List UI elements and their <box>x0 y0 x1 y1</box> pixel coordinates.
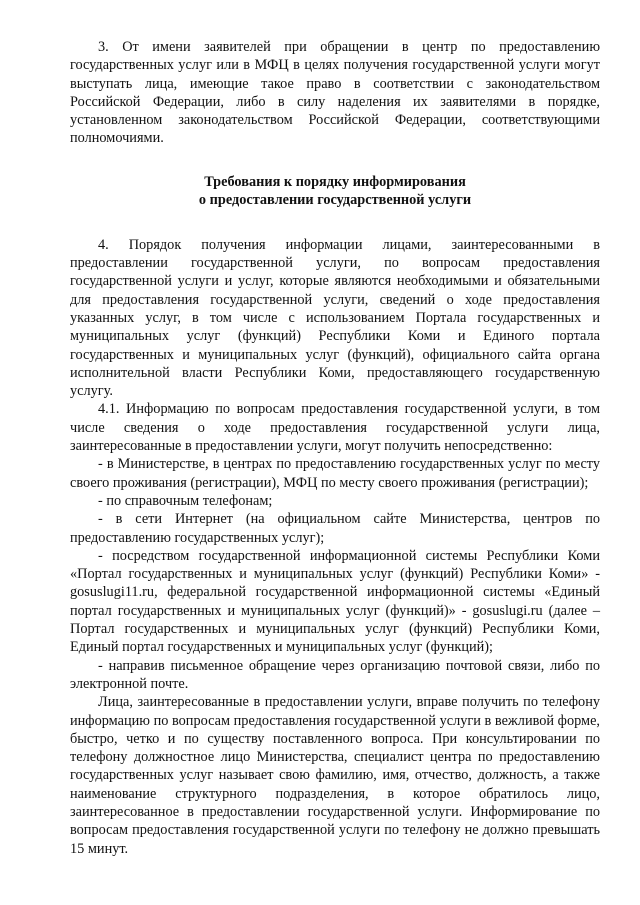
list-item-ministry: - в Министерстве, в центрах по предоставлению государственных услуг по месту своего проживания (регистрации), МФЦ по месту своего проживания (регистрации); <box>70 456 600 491</box>
list-item-internet: - в сети Интернет (на официальном сайте Министерства, центров по предоставлению государственных услуг); <box>70 511 600 546</box>
paragraph-phone-info: Лица, заинтересованные в предоставлении услуги, вправе получить по телефону информацию по вопросам предоставления государственной услуги в вежливой форме, быстро, четко и по существу поставленного вопроса. При консультировании по телефону должностное лицо Министерства, специалист центра по предоставлению государственных услуг называет свою фамилию, имя, отчество, должность, а также наименование структурного подразделения, в которое обратилось лицо, заинтересованное в предоставлении государственной услуги. Информирование по вопросам предоставления государственной услуги по телефону не должно превышать 15 минут. <box>70 694 600 857</box>
paragraph-4-1: 4.1. Информацию по вопросам предоставления государственной услуги, в том числе сведения о ходе предоставления государственной услуги лица, заинтересованные в предоставлении услуги, могут получить непосредственно: <box>70 401 600 455</box>
heading-line-2: о предоставлении государственной услуги <box>198 192 472 209</box>
list-item-mail: - направив письменное обращение через организацию почтовой связи, либо по электронной почте. <box>70 657 600 692</box>
paragraph-3: 3. От имени заявителей при обращении в центр по предоставлению государственных услуг или в МФЦ в целях получения государственной услуги могут выступать лица, имеющие такое право в соответствии с законодательством Российской Федерации, либо в силу наделения их заявителями в порядке, установленном законодательством Российской Федерации, соответствующими полномочиями. <box>70 39 600 147</box>
paragraph-4: 4. Порядок получения информации лицами, заинтересованными в предоставлении государственной услуги, по вопросам предоставления государственной услуги и услуг, которые являются необходимыми и обязательными для предоставления государственной услуги, сведений о ходе предоставления указанных услуг, в том числе с использованием Портала государственных и муниципальных услуг (функций) Республики Коми и Единого портала государственных и муниципальных услуг (функций), официального сайта органа исполнительной власти Республики Коми, предоставляющего государственную услугу. <box>70 236 600 400</box>
heading-line-1: Требования к порядку информирования <box>204 173 466 190</box>
list-item-phone: - по справочным телефонам; <box>98 492 273 509</box>
list-item-portal: - посредством государственной информационной системы Республики Коми «Портал государственных и муниципальных услуг (функций) Республики Коми» - gosuslugi11.ru, федеральной государственной информационной системы «Единый портал государственных и муниципальных услуг (функций)» - gosuslugi.ru (далее – Портал государственных и муниципальных услуг (функций) Республики Коми, Единый портал государственных и муниципальных услуг (функций); <box>70 547 600 656</box>
section-heading <box>70 173 600 210</box>
